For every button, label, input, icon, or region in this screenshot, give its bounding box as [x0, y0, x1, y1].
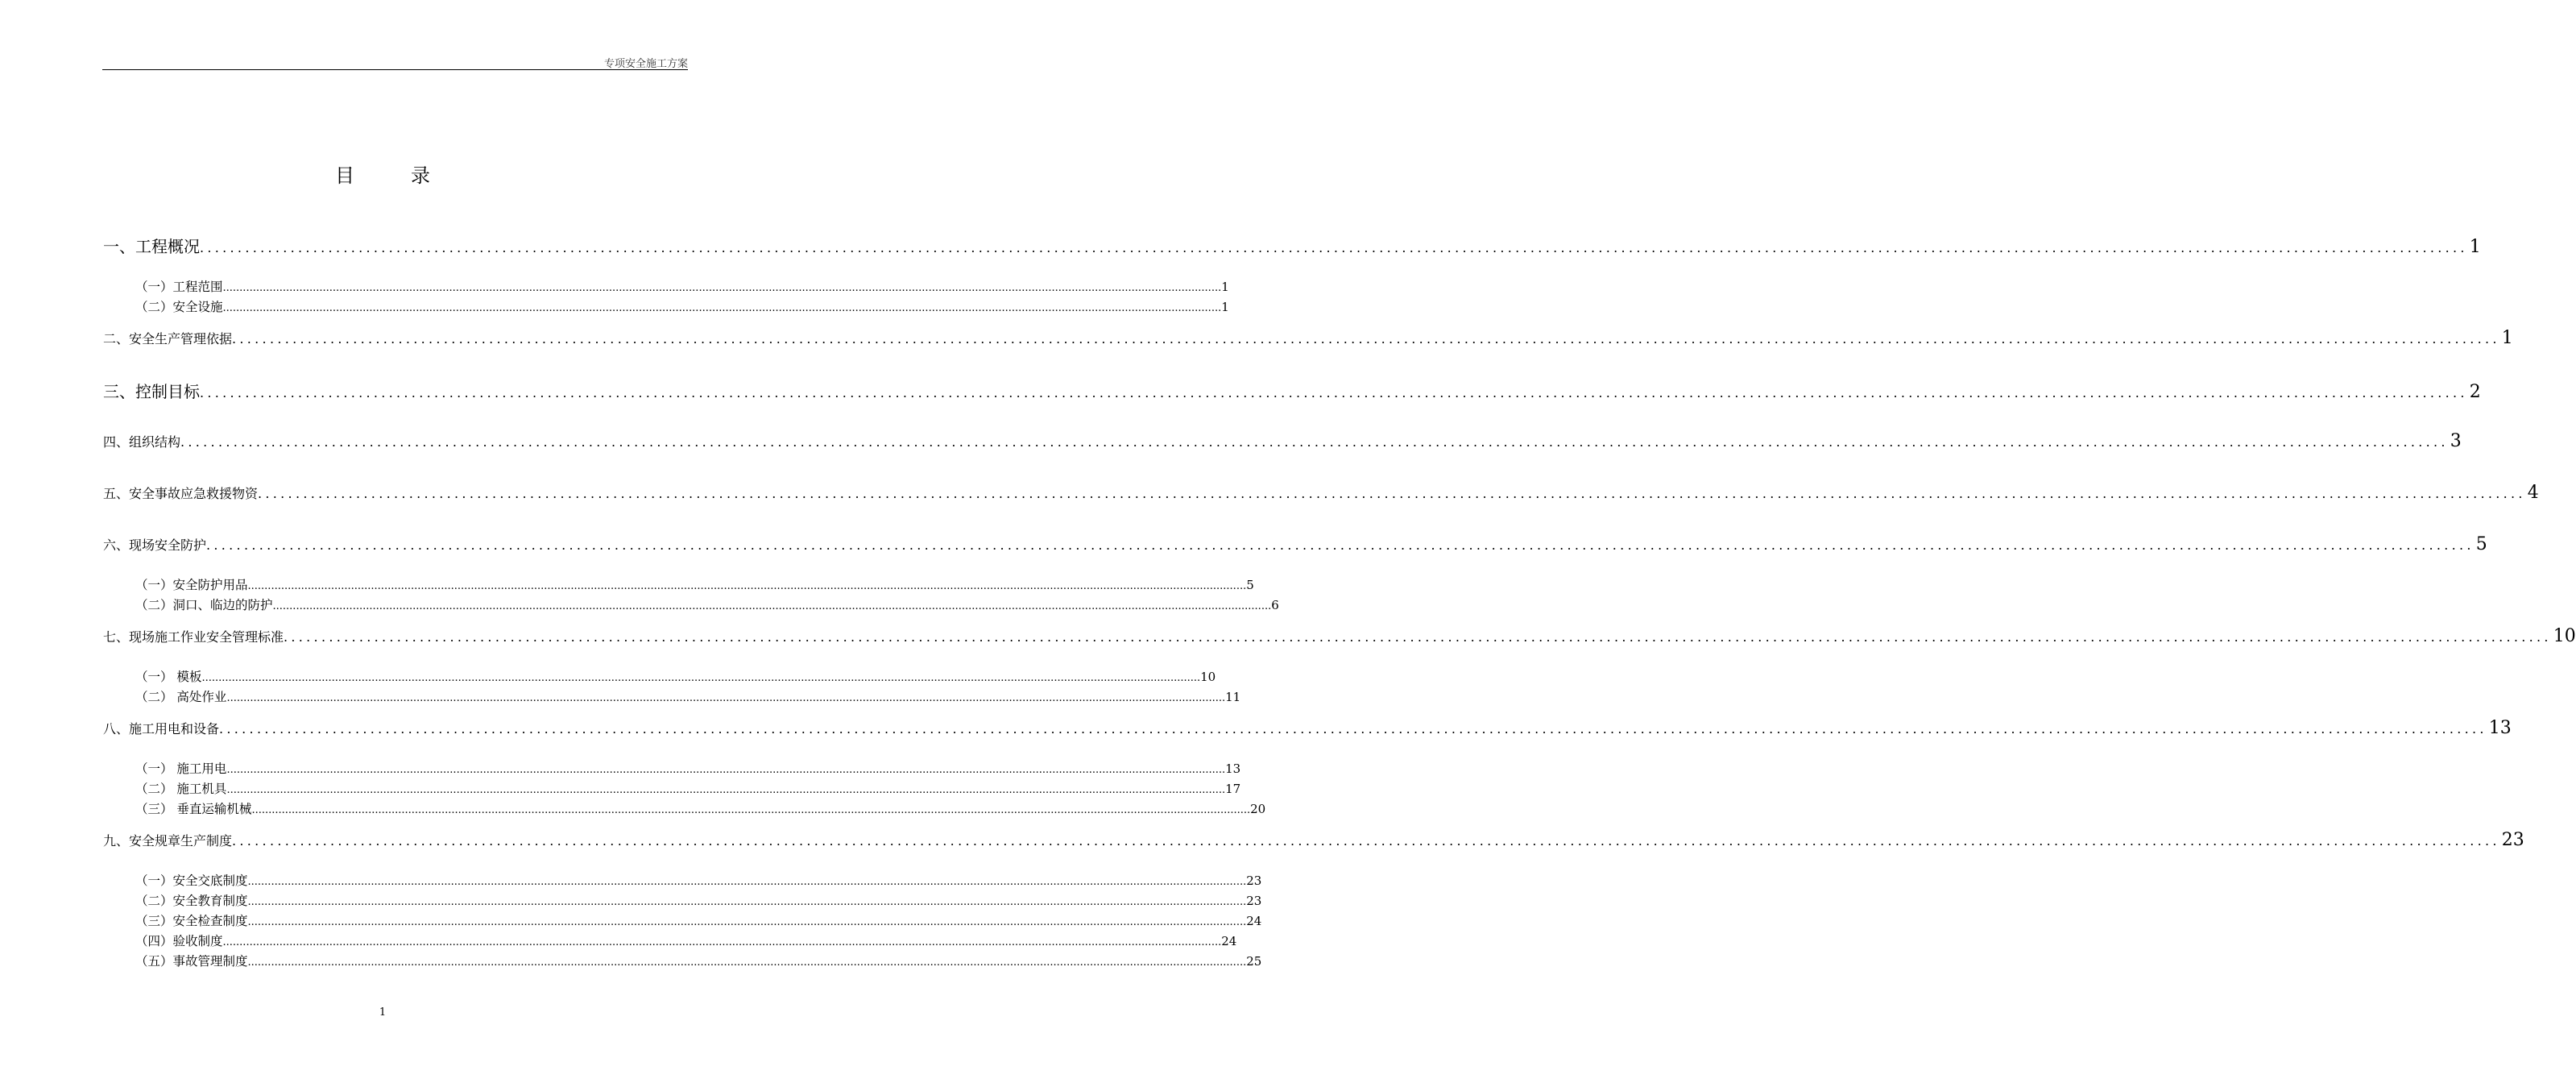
- toc-entry[interactable]: [135, 871, 1262, 889]
- toc-entry[interactable]: [135, 667, 1216, 685]
- toc-entry-label: （一）安全防护用品: [135, 578, 248, 592]
- toc-entry-page: 13: [2488, 718, 2512, 738]
- toc-entry-label: （二） 施工机具: [135, 782, 227, 796]
- toc-entry-label: （二）洞口、临边的防护: [135, 598, 273, 612]
- toc-entry-label: （一） 模板: [135, 670, 202, 684]
- toc-entry[interactable]: [103, 234, 2481, 257]
- toc-entry[interactable]: [103, 718, 2512, 738]
- running-header: 专项安全施工方案: [603, 58, 688, 70]
- toc-title-right: 录: [411, 164, 430, 187]
- toc-entry-label: （二）安全设施: [135, 300, 223, 314]
- toc-entry-page: 17: [1225, 782, 1241, 796]
- toc-entry-page: 25: [1246, 954, 1262, 969]
- toc-entry-label: 八、施工用电和设备: [103, 721, 220, 737]
- toc-entry[interactable]: [135, 779, 1241, 797]
- page-number: 1: [379, 1006, 387, 1019]
- toc-entry-label: （四）验收制度: [135, 934, 223, 948]
- toc-entry[interactable]: [135, 595, 1279, 613]
- toc-title-left: 目: [335, 164, 354, 187]
- toc-leader-dots: ............................................................................................................................................................................................................................................................................................................: [206, 537, 2475, 553]
- toc-entry[interactable]: [135, 952, 1262, 969]
- toc-entry-label: （二）安全教育制度: [135, 894, 248, 908]
- toc-leader-dots: ............................................................................................................................................................................................................................................................................................................: [247, 896, 1247, 908]
- toc-leader-dots: ............................................................................................................................................................................................................................................................................................................: [251, 804, 1251, 816]
- toc-entry-label: 九、安全规章生产制度: [103, 833, 233, 849]
- toc-entry-label: 三、控制目标: [103, 382, 200, 401]
- toc-entry-label: （三） 垂直运输机械: [135, 802, 252, 816]
- toc-entry[interactable]: [103, 534, 2487, 554]
- toc-entry[interactable]: [135, 297, 1229, 315]
- toc-entry[interactable]: [103, 379, 2481, 402]
- toc-entry-page: 1: [1221, 300, 1229, 314]
- toc-entry[interactable]: [135, 932, 1237, 949]
- toc-entry-page: 5: [2475, 534, 2487, 554]
- toc-entry-page: 3: [2450, 431, 2462, 451]
- toc-entry-label: 四、组织结构: [103, 434, 181, 450]
- toc-leader-dots: ............................................................................................................................................................................................................................................................................................................: [200, 240, 2468, 255]
- toc-entry[interactable]: [135, 575, 1254, 593]
- toc-leader-dots: ............................................................................................................................................................................................................................................................................................................: [222, 282, 1222, 294]
- toc-leader-dots: ............................................................................................................................................................................................................................................................................................................: [232, 833, 2500, 849]
- toc-leader-dots: ............................................................................................................................................................................................................................................................................................................: [226, 692, 1226, 704]
- toc-entry-page: 11: [1225, 690, 1241, 704]
- toc-leader-dots: ............................................................................................................................................................................................................................................................................................................: [200, 385, 2468, 400]
- toc-leader-dots: ............................................................................................................................................................................................................................................................................................................: [247, 916, 1247, 928]
- toc-entry-page: 10: [2553, 626, 2576, 646]
- toc-entry-page: 23: [2501, 830, 2524, 850]
- toc-entry-page: 6: [1271, 598, 1279, 612]
- toc-entry-label: （一） 施工用电: [135, 761, 227, 776]
- toc-leader-dots: ............................................................................................................................................................................................................................................................................................................: [247, 876, 1247, 888]
- toc-entry-page: 20: [1250, 802, 1266, 816]
- toc-entry[interactable]: [103, 431, 2462, 451]
- toc-leader-dots: ............................................................................................................................................................................................................................................................................................................: [219, 721, 2487, 737]
- toc-entry-page: 5: [1246, 578, 1254, 592]
- toc-entry[interactable]: [103, 626, 2576, 646]
- toc-leader-dots: ............................................................................................................................................................................................................................................................................................................: [258, 486, 2526, 501]
- toc-leader-dots: ............................................................................................................................................................................................................................................................................................................: [201, 672, 1201, 684]
- toc-leader-dots: ............................................................................................................................................................................................................................................................................................................: [222, 936, 1222, 948]
- toc-entry-page: 24: [1246, 914, 1262, 928]
- toc-entry-page: 13: [1225, 761, 1241, 776]
- toc-entry[interactable]: [135, 799, 1266, 817]
- toc-entry-label: 七、现场施工作业安全管理标准: [103, 629, 284, 645]
- toc-leader-dots: ............................................................................................................................................................................................................................................................................................................: [247, 580, 1247, 592]
- toc-title: [0, 160, 765, 188]
- toc-entry-label: 二、安全生产管理依据: [103, 331, 233, 346]
- toc-entry[interactable]: [135, 687, 1241, 705]
- toc-entry[interactable]: [135, 891, 1262, 909]
- toc-entry-label: （三）安全检查制度: [135, 914, 248, 928]
- toc-entry-page: 2: [2469, 382, 2481, 402]
- toc-leader-dots: ............................................................................................................................................................................................................................................................................................................: [284, 629, 2552, 645]
- toc-entry-label: 五、安全事故应急救援物资: [103, 486, 259, 501]
- toc-entry-page: 1: [2501, 328, 2513, 348]
- toc-entry-page: 23: [1246, 894, 1262, 908]
- toc-leader-dots: ............................................................................................................................................................................................................................................................................................................: [272, 600, 1272, 612]
- toc-entry-label: （一）工程范围: [135, 280, 223, 294]
- toc-entry[interactable]: [135, 911, 1262, 929]
- header-rule: [102, 69, 688, 70]
- toc-entry-label: （五）事故管理制度: [135, 954, 248, 969]
- toc-entry-page: 4: [2527, 483, 2539, 503]
- toc-entry-label: 一、工程概况: [103, 237, 200, 256]
- toc-entry-label: 六、现场安全防护: [103, 537, 207, 553]
- toc-entry[interactable]: [103, 830, 2524, 850]
- toc-leader-dots: ............................................................................................................................................................................................................................................................................................................: [180, 434, 2449, 450]
- toc-leader-dots: ............................................................................................................................................................................................................................................................................................................: [226, 784, 1226, 796]
- toc-leader-dots: ............................................................................................................................................................................................................................................................................................................: [247, 956, 1247, 969]
- toc-entry[interactable]: [135, 277, 1229, 295]
- toc-entry-page: 24: [1221, 934, 1237, 948]
- toc-entry-page: 1: [1221, 280, 1229, 294]
- toc-leader-dots: ............................................................................................................................................................................................................................................................................................................: [226, 764, 1226, 776]
- toc-entry-label: （二） 高处作业: [135, 690, 227, 704]
- toc-entry[interactable]: [103, 483, 2539, 503]
- toc-entry-page: 10: [1200, 670, 1216, 684]
- toc-leader-dots: ............................................................................................................................................................................................................................................................................................................: [232, 331, 2500, 346]
- toc-leader-dots: ............................................................................................................................................................................................................................................................................................................: [222, 302, 1222, 314]
- toc-entry[interactable]: [103, 328, 2513, 348]
- toc-entry-label: （一）安全交底制度: [135, 873, 248, 888]
- toc-entry-page: 23: [1246, 873, 1262, 888]
- toc-entry-page: 1: [2469, 237, 2481, 257]
- toc-entry[interactable]: [135, 759, 1241, 777]
